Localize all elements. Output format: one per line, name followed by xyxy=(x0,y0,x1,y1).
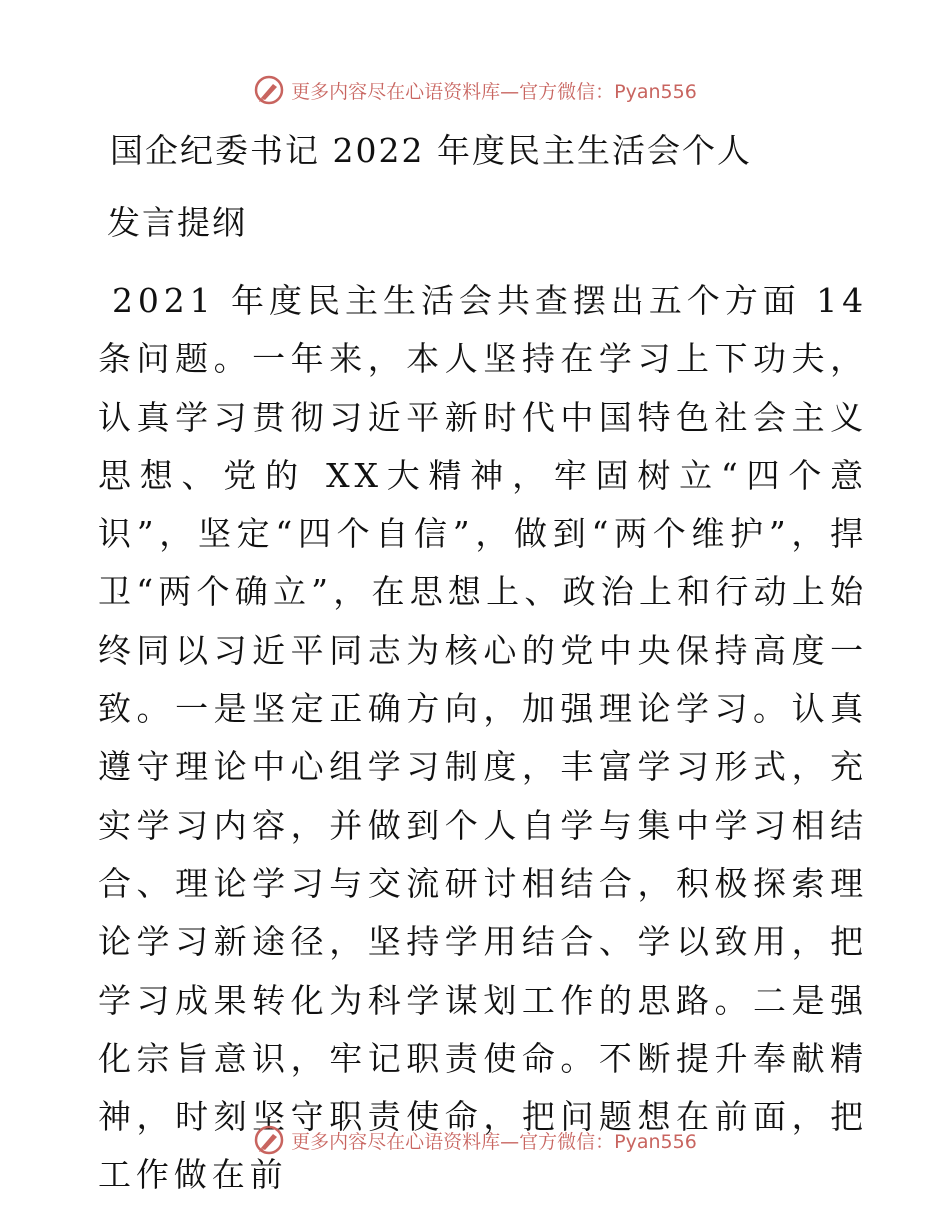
document-title-line-2: 发言提纲 xyxy=(107,203,247,242)
body-paragraph: 2021 年度民主生活会共查摆出五个方面 14 条问题。一年来，本人坚持在学习上下功夫，认真学习贯彻习近平新时代中国特色社会主义思想、党的 XX大精神，牢固树立“四个意识”，坚定“四个自信”，做到“两个维护”，捍卫“两个确立”，在思想上、政治上和行动上始终同以习近平同志为核心的党中央保持高度一致。一是坚定正确方向，加强理论学习。认真遵守理论中心组学习制度，丰富学习形式，充实学习内容，并做到个人自学与集中学习相结合、理论学习与交流研讨相结合，积极探索理论学习新途径，坚持学用结合、学以致用，把学习成果转化为科学谋划工作的思路。二是强化宗旨意识，牢记职责使命。不断提升奉献精神，时刻坚守职责使命，把问题想在前面，把工作做在前 xyxy=(98,281,868,1195)
header-watermark-text: 更多内容尽在心语资料库—官方微信：Pyan556 xyxy=(291,80,697,103)
document-title-line-1: 国企纪委书记 2022 年度民主生活会个人 xyxy=(110,131,752,170)
footer-watermark xyxy=(0,1123,950,1157)
header-watermark xyxy=(0,73,950,107)
footer-watermark-text: 更多内容尽在心语资料库—官方微信：Pyan556 xyxy=(291,1130,697,1153)
pen-logo-icon xyxy=(253,1124,285,1156)
pen-logo-icon xyxy=(253,74,285,106)
